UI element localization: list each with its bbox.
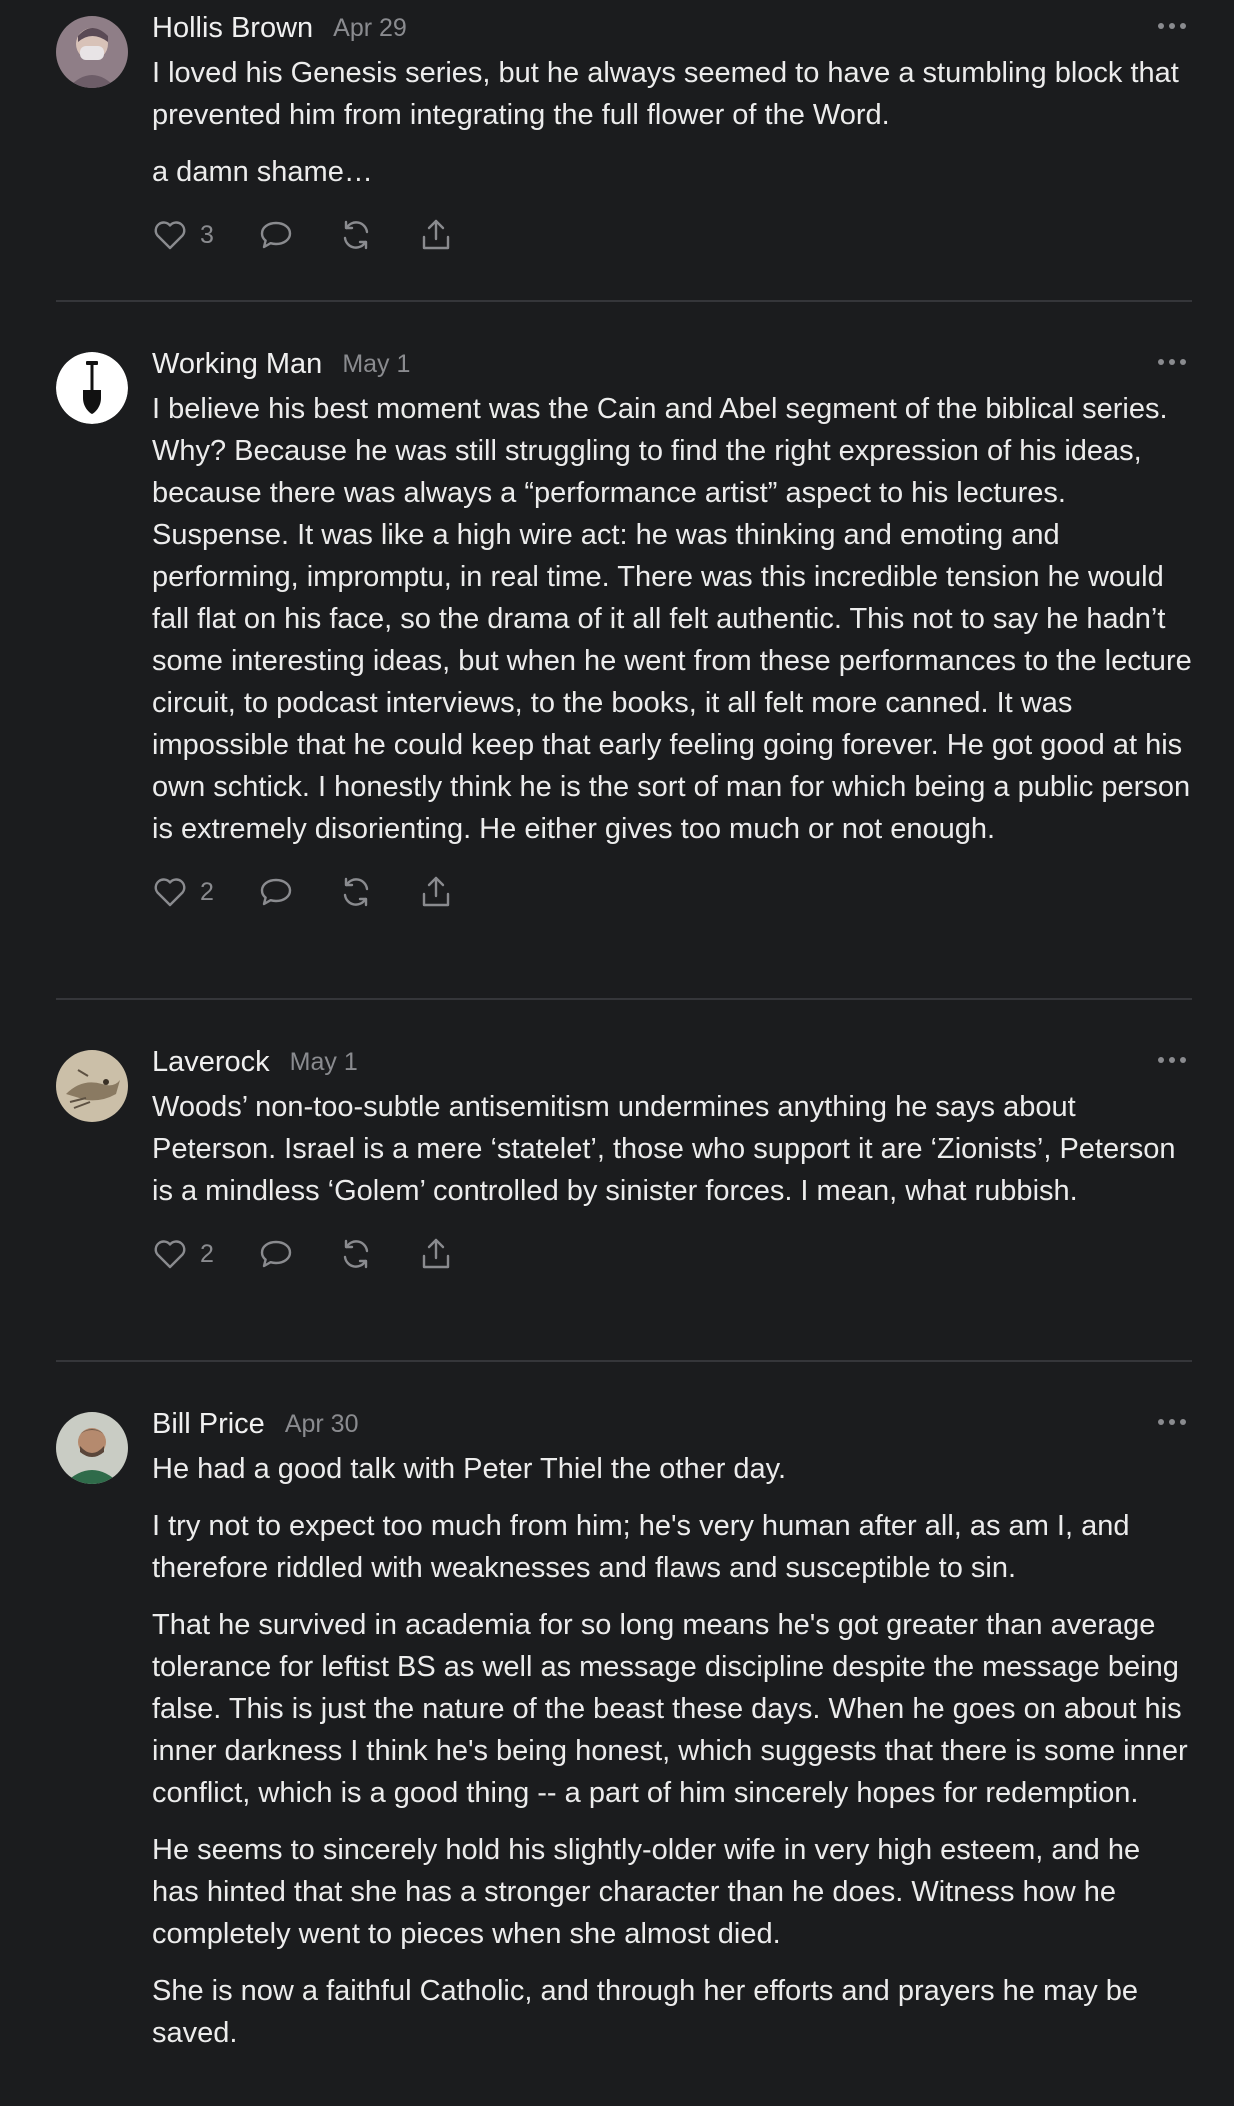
comment-paragraph: He had a good talk with Peter Thiel the other day. (152, 1453, 787, 1485)
reply-button[interactable] (258, 874, 294, 910)
comment-date[interactable]: Apr 29 (333, 13, 407, 42)
comment-paragraph: I loved his Genesis series, but he always seemed to have a stumbling block that prevented him from integrating the full flower of the Word. (152, 57, 1179, 131)
comment-paragraph: He seems to sincerely hold his slightly-older wife in very high esteem, and he has hinted that she has a stronger character than he does. Witness how he completely went to pieces when she almost died. (152, 1834, 1141, 1950)
restack-button[interactable] (338, 217, 374, 253)
like-count: 3 (200, 220, 214, 249)
comment-divider (56, 300, 1192, 302)
comment-divider (56, 998, 1192, 1000)
speech-bubble-icon (258, 1236, 294, 1272)
like-button[interactable] (152, 874, 214, 910)
ellipsis-icon (1152, 14, 1192, 42)
reply-button[interactable] (258, 1236, 294, 1272)
more-options-button[interactable] (1152, 1410, 1192, 1438)
comment-paragraph: I believe his best moment was the Cain and Abel segment of the biblical series. Why? Because he was still struggling to find the right expression of his ideas, because there was always a “performance artist” aspect to his lectures. Suspense. It was like a high wire act: he was thinking and emoting and performing, impromptu, in real time. There was this incredible tension he would fall flat on his face, so the drama of it all felt authentic. This not to say he hadn’t some interesting ideas, but when he went from these performances to the lecture circuit, to podcast interviews, to the books, it all felt more canned. It was impossible that he could keep that early feeling going forever. He got good at his own schtick. I honestly think he is the sort of man for which being a public person is extremely disorienting. He either gives too much or not enough. (152, 393, 1192, 845)
heart-icon (152, 217, 188, 253)
share-button[interactable] (418, 217, 454, 253)
comment-paragraph: She is now a faithful Catholic, and through her efforts and prayers he may be saved. (152, 1975, 1139, 2049)
comment-author[interactable]: Laverock (152, 1045, 270, 1078)
comment-date[interactable]: May 1 (289, 1047, 358, 1076)
comment-paragraph: That he survived in academia for so long means he's got greater than average tolerance for leftist BS as well as message discipline despite the message being false. This is just the nature of the beast these days. When he goes on about his inner darkness I think he's being honest, which suggests that there is some inner conflict, which is a good thing -- a part of him sincerely hopes for redemption. (152, 1609, 1188, 1809)
comment-paragraph: a damn shame… (152, 156, 373, 188)
comment-text (152, 1086, 1192, 1212)
share-upload-icon (418, 874, 454, 910)
comment-author[interactable]: Bill Price (152, 1407, 265, 1440)
comment-text (152, 52, 1192, 193)
comment-actions (152, 1232, 1192, 1276)
heart-icon (152, 1236, 188, 1272)
ellipsis-icon (1152, 1048, 1192, 1076)
avatar[interactable] (56, 16, 128, 88)
comment-author[interactable]: Hollis Brown (152, 11, 314, 44)
share-button[interactable] (418, 1236, 454, 1272)
ellipsis-icon (1152, 1410, 1192, 1438)
comment-paragraph: I try not to expect too much from him; he's very human after all, as am I, and therefore riddled with weaknesses and flaws and susceptible to sin. (152, 1510, 1130, 1584)
more-options-button[interactable] (1152, 1048, 1192, 1076)
restack-arrows-icon (338, 1236, 374, 1272)
restack-arrows-icon (338, 217, 374, 253)
comment-text (152, 1448, 1192, 2054)
comment-text (152, 388, 1192, 850)
reply-button[interactable] (258, 217, 294, 253)
comment-paragraph: Woods’ non-too-subtle antisemitism undermines anything he says about Peterson. Israel is a mere ‘statelet’, those who support it are ‘Zionists’, Peterson is a mindless ‘Golem’ controlled by sinister forces. I mean, what rubbish. (152, 1091, 1176, 1207)
like-button[interactable] (152, 1236, 214, 1272)
like-count: 2 (200, 1239, 214, 1268)
share-upload-icon (418, 217, 454, 253)
avatar[interactable] (56, 352, 128, 424)
like-count: 2 (200, 877, 214, 906)
comment-author[interactable]: Working Man (152, 347, 323, 380)
avatar[interactable] (56, 1050, 128, 1122)
share-upload-icon (418, 1236, 454, 1272)
comment-actions (152, 870, 1192, 914)
comment-divider (56, 1360, 1192, 1362)
ellipsis-icon (1152, 350, 1192, 378)
like-button[interactable] (152, 217, 214, 253)
restack-button[interactable] (338, 1236, 374, 1272)
more-options-button[interactable] (1152, 14, 1192, 42)
comment-actions (152, 213, 1192, 257)
more-options-button[interactable] (1152, 350, 1192, 378)
restack-arrows-icon (338, 874, 374, 910)
share-button[interactable] (418, 874, 454, 910)
comment-date[interactable]: May 1 (342, 349, 411, 378)
restack-button[interactable] (338, 874, 374, 910)
heart-icon (152, 874, 188, 910)
speech-bubble-icon (258, 874, 294, 910)
comment-date[interactable]: Apr 30 (284, 1409, 359, 1438)
avatar[interactable] (56, 1412, 128, 1484)
speech-bubble-icon (258, 217, 294, 253)
